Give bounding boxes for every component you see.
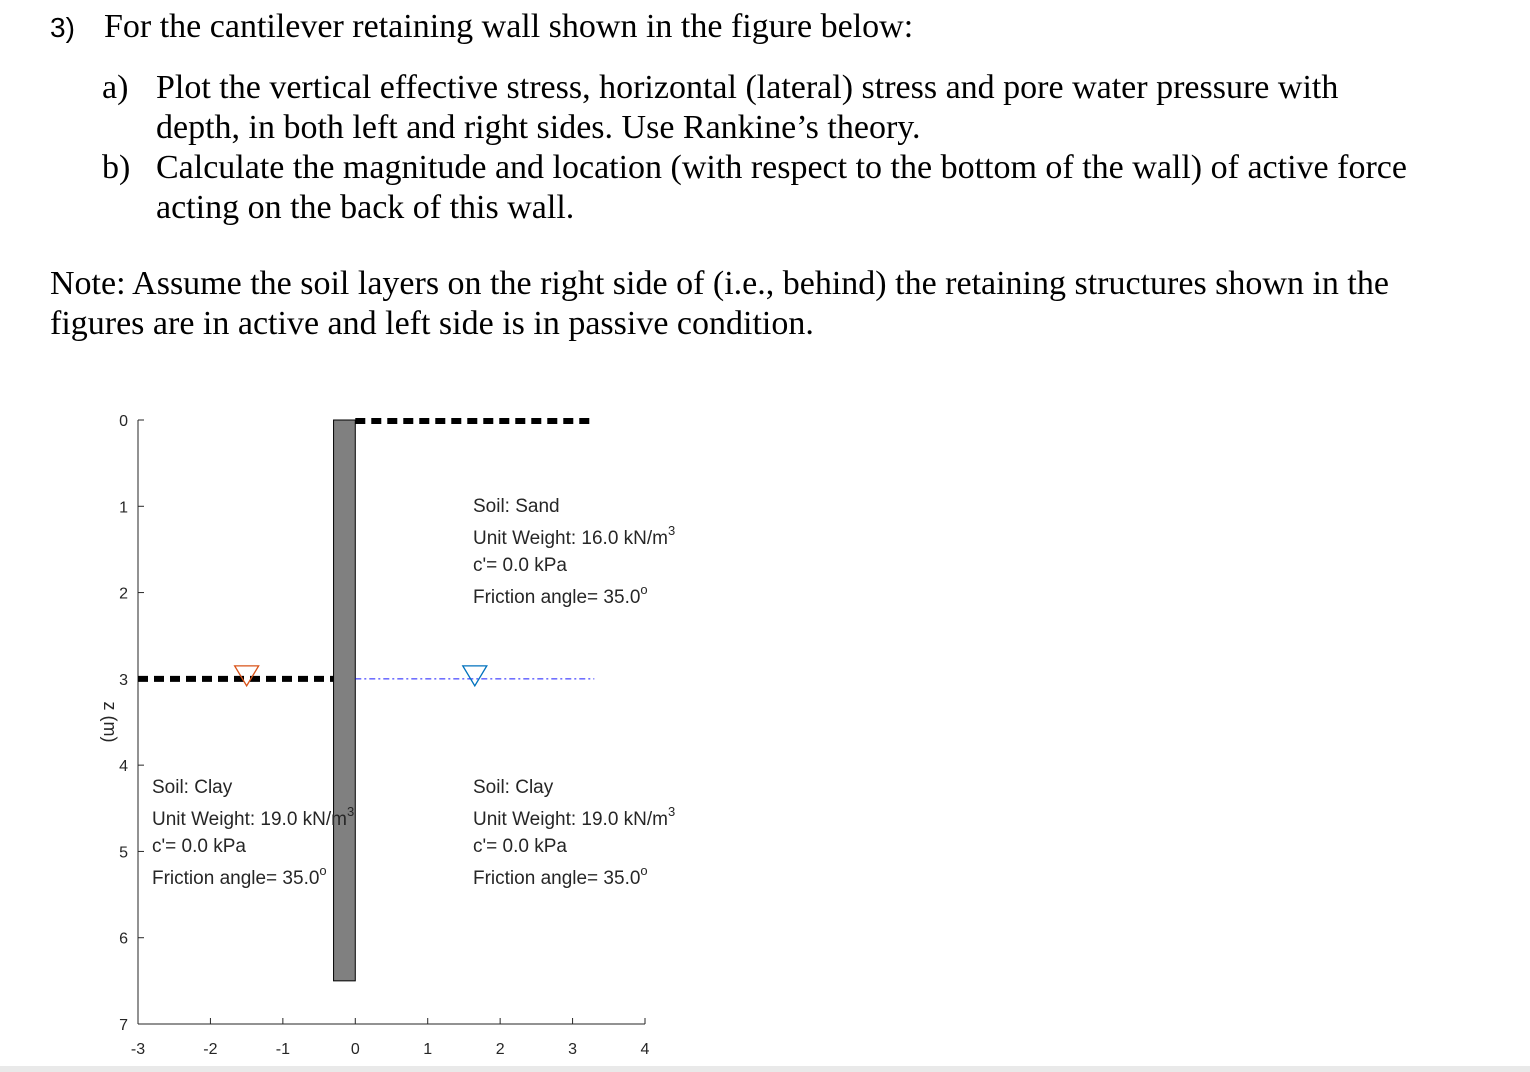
soil-type-label: Soil: Clay — [473, 777, 554, 798]
cohesion-label: c'= 0.0 kPa — [473, 555, 567, 576]
retaining-wall — [334, 420, 356, 981]
friction-angle-label: Friction angle= $35.0^o$ — [473, 582, 648, 608]
x-tick-label: -3 — [130, 1041, 146, 1058]
x-tick-label: -1 — [275, 1041, 290, 1058]
x-tick-label: 2 — [495, 1041, 505, 1058]
degree-symbol: o — [319, 863, 327, 878]
unit-exponent: 3 — [668, 523, 676, 538]
friction-angle-label: Friction angle= $35.0^o$ — [152, 863, 327, 889]
y-tick-label: 1 — [119, 499, 128, 517]
y-tick-label: 3 — [119, 671, 128, 689]
x-tick-label: 4 — [640, 1041, 650, 1058]
y-tick-label: 0 — [119, 413, 128, 430]
unit-exponent: 3 — [347, 804, 355, 819]
y-tick-label: 4 — [119, 758, 128, 776]
part-a-line-1: Plot the vertical effective stress, horizontal (lateral) stress and pore water pressure with — [156, 69, 1339, 106]
unit-exponent: 3 — [668, 804, 676, 819]
unit-weight-label: Unit Weight: 19.0 $kN/m^3$ — [473, 804, 676, 830]
part-a-label: a) — [102, 69, 129, 106]
part-b-text — [156, 148, 1426, 228]
y-tick-label: 5 — [119, 844, 128, 862]
x-tick-label: 3 — [568, 1041, 578, 1058]
y-tick-label: 6 — [119, 930, 128, 948]
y-tick-label: 2 — [119, 585, 128, 603]
question-title: For the cantilever retaining wall shown in the figure below: — [104, 8, 914, 45]
y-tick-label: 7 — [119, 1017, 128, 1034]
water-table-marker-right — [463, 666, 487, 686]
part-b-label: b) — [102, 149, 131, 186]
note-line-1: Note: Assume the soil layers on the right side of (i.e., behind) the retaining structures shown in the — [50, 265, 1389, 302]
x-tick-label: -2 — [203, 1041, 218, 1058]
degree-symbol: o — [640, 582, 648, 597]
x-tick-label: 1 — [423, 1041, 433, 1058]
note-line-2: figures are in active and left side is in passive condition. — [50, 305, 814, 342]
retaining-wall-figure — [60, 395, 760, 1070]
note — [50, 264, 1424, 344]
y-axis-label: z (m) — [100, 701, 120, 743]
unit-weight-label: Unit Weight: 16.0 $kN/m^3$ — [473, 523, 676, 549]
soil-type-label: Soil: Clay — [152, 777, 233, 798]
part-a-line-2: depth, in both left and right sides. Use Rankine’s theory. — [156, 109, 921, 146]
degree-symbol: o — [640, 863, 648, 878]
soil-type-label: Soil: Sand — [473, 496, 560, 517]
cohesion-label: c'= 0.0 kPa — [152, 836, 246, 857]
page-bottom-rule — [0, 1066, 1530, 1072]
cohesion-label: c'= 0.0 kPa — [473, 836, 567, 857]
friction-angle-label: Friction angle= $35.0^o$ — [473, 863, 648, 889]
part-a-text — [156, 68, 1426, 148]
unit-weight-label: Unit Weight: 19.0 $kN/m^3$ — [152, 804, 355, 830]
part-b-line-1: Calculate the magnitude and location (with respect to the bottom of the wall) of active force — [156, 149, 1407, 186]
question-number: 3) — [50, 12, 75, 43]
part-b-line-2: acting on the back of this wall. — [156, 189, 575, 226]
x-tick-label: 0 — [350, 1041, 360, 1058]
